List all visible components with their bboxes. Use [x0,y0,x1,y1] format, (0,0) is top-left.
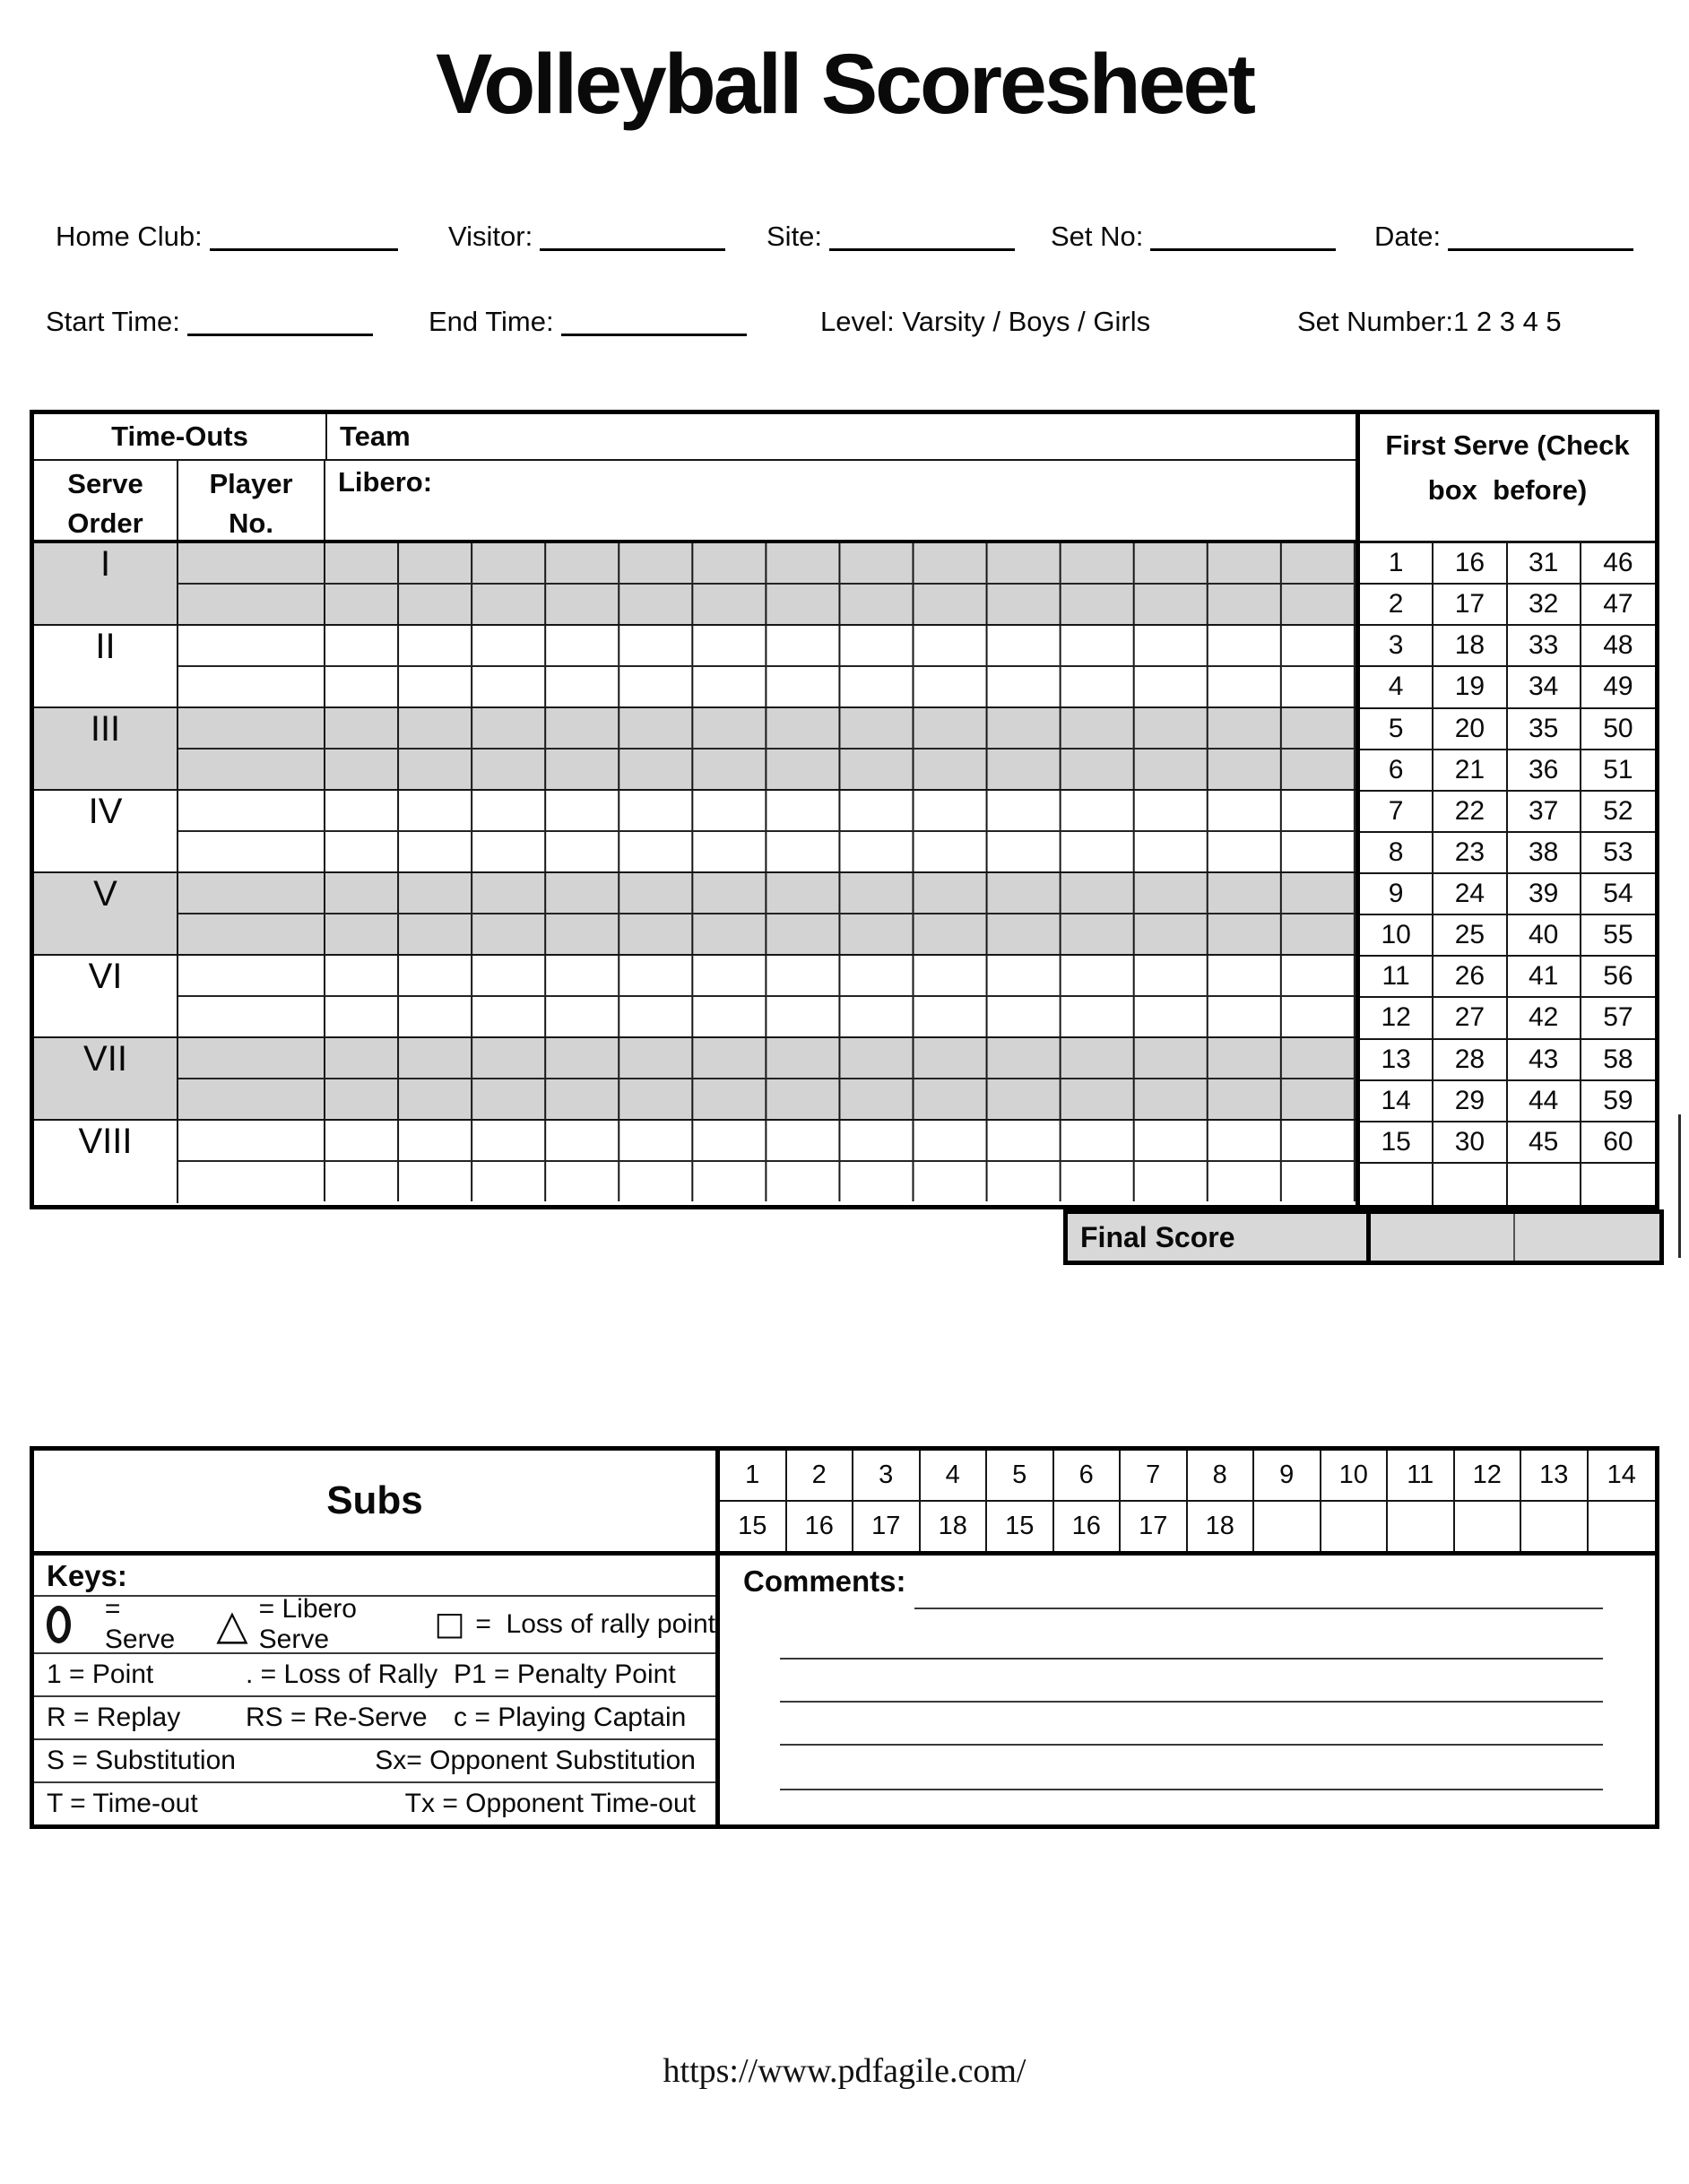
comments-box [720,1556,1655,1824]
set-no-label: Set No: [1051,221,1144,252]
subs-keys-block [30,1446,1659,1829]
first-serve-number-cell[interactable]: 53 [1581,833,1655,874]
serve-row-8 [34,1121,1356,1203]
score-cells[interactable] [325,708,1356,748]
site-label: Site: [767,221,823,252]
player-no-cell[interactable] [178,1079,325,1119]
keys-symbol-row [34,1594,715,1654]
first-serve-number-cell[interactable]: 4 [1360,667,1433,708]
key-substitution: S = Substitution [47,1746,236,1775]
player-no-cell[interactable] [178,750,325,789]
subs-number-cell[interactable]: 9 [1254,1451,1321,1500]
subs-number-cell[interactable]: 18 [1188,1502,1255,1551]
player-no-cell[interactable] [178,543,325,583]
first-serve-number-cell[interactable]: 32 [1508,585,1581,626]
subs-number-cell[interactable]: 16 [1054,1502,1122,1551]
first-serve-number-cell[interactable]: 56 [1581,957,1655,998]
serve-order-cell [34,1038,178,1119]
first-serve-grid [1360,543,1655,1205]
serve-order-header [34,461,178,540]
first-serve-number-cell[interactable]: 54 [1581,874,1655,915]
comments-line[interactable] [780,1789,1603,1790]
player-no-cell[interactable] [178,873,325,913]
key-loss-rally-point: = Loss of rally point [475,1609,715,1639]
field-visitor [448,221,725,253]
serve-order-numeral: I [100,544,111,584]
player-no-cell[interactable] [178,791,325,830]
subs-number-cell[interactable] [1321,1502,1389,1551]
key-playing-captain: c = Playing Captain [454,1703,687,1732]
first-serve-number-cell[interactable]: 39 [1508,874,1581,915]
score-cells[interactable] [325,585,1356,624]
comments-line[interactable] [780,1701,1603,1703]
first-serve-number-cell[interactable]: 40 [1508,915,1581,957]
libero-serve-triangle-icon: △ [216,1600,248,1649]
first-serve-number-cell[interactable]: 16 [1433,543,1507,585]
keys-comments-row [34,1556,1655,1824]
score-table-left [34,414,1356,1205]
player-no-cell[interactable] [178,667,325,706]
key-point: 1 = Point [47,1660,154,1689]
subs-number-cell[interactable]: 2 [787,1451,854,1500]
first-serve-number-cell[interactable]: 51 [1581,750,1655,792]
score-cells[interactable] [325,914,1356,954]
subs-number-cell[interactable]: 10 [1321,1451,1389,1500]
field-date [1374,221,1633,253]
first-serve-number-cell[interactable]: 34 [1508,667,1581,708]
serve-order-numeral: V [93,874,117,914]
score-cells[interactable] [325,873,1356,913]
first-serve-number-cell[interactable]: 17 [1433,585,1507,626]
first-serve-number-cell[interactable] [1508,1164,1581,1205]
comments-line[interactable] [914,1608,1603,1609]
field-site [767,221,1015,253]
subs-number-cell[interactable] [1388,1502,1455,1551]
first-serve-number-cell[interactable]: 42 [1508,998,1581,1039]
serve-order-numeral: VI [88,957,123,996]
subs-number-cell[interactable]: 14 [1607,1460,1636,1489]
first-serve-number-cell[interactable]: 5 [1360,709,1433,750]
key-penalty-point: P1 = Penalty Point [454,1660,676,1689]
final-score-cell-visitor[interactable] [1515,1214,1659,1261]
key-opponent-timeout: Tx = Opponent Time-out [404,1789,696,1818]
field-set-no [1051,221,1336,253]
score-cells[interactable] [325,791,1356,830]
start-time-label: Start Time: [46,306,180,337]
first-serve-number-cell[interactable]: 55 [1581,915,1655,957]
score-cells[interactable] [325,667,1356,706]
subs-number-cell[interactable]: 13 [1521,1451,1589,1500]
first-serve-number-cell[interactable]: 26 [1433,957,1507,998]
serve-row-3 [34,708,1356,791]
page-edge-artifact [1678,1114,1681,1258]
keys-timeout-row [34,1783,715,1824]
score-table [30,410,1659,1209]
subs-row-1 [720,1451,1655,1502]
key-replay: R = Replay [47,1703,181,1732]
first-serve-header-line2: box before) [1427,474,1588,506]
score-table-header-row-1 [34,414,1356,461]
subs-number-cell[interactable]: 18 [921,1502,988,1551]
first-serve-number-cell[interactable] [1360,1164,1433,1205]
home-club-label: Home Club: [56,221,203,252]
first-serve-number-cell[interactable] [1433,1164,1507,1205]
subs-number-cell[interactable]: 11 [1388,1451,1455,1500]
first-serve-number-cell[interactable]: 15 [1360,1122,1433,1164]
subs-number-cell[interactable] [1254,1502,1321,1551]
score-cells[interactable] [325,832,1356,871]
libero-label: Libero: [338,466,433,498]
subs-number-cell[interactable]: 4 [921,1451,988,1500]
first-serve-number-cell[interactable]: 22 [1433,792,1507,833]
first-serve-number-cell[interactable]: 57 [1581,998,1655,1039]
serve-row-1 [34,543,1356,626]
subs-number-cell[interactable]: 8 [1188,1451,1255,1500]
first-serve-number-cell[interactable]: 33 [1508,626,1581,667]
score-cells[interactable] [325,750,1356,789]
first-serve-number-cell[interactable]: 44 [1508,1081,1581,1122]
final-score-cell-home[interactable] [1371,1214,1515,1261]
site-blank[interactable] [829,221,1015,251]
first-serve-number-cell[interactable]: 25 [1433,915,1507,957]
key-re-serve: RS = Re-Serve [246,1703,428,1732]
player-no-header [178,461,325,540]
first-serve-number-cell[interactable]: 49 [1581,667,1655,708]
subs-number-cell[interactable]: 15 [987,1502,1054,1551]
first-serve-number-cell[interactable]: 19 [1433,667,1507,708]
score-cells[interactable] [325,1038,1356,1078]
comments-line[interactable] [780,1744,1603,1746]
first-serve-number-cell[interactable]: 18 [1433,626,1507,667]
keys-title: Keys: [34,1556,715,1597]
level-options[interactable]: Level: Varsity / Boys / Girls [820,306,1151,337]
subs-number-cell[interactable] [1455,1502,1522,1551]
final-score-label: Final Score [1068,1214,1371,1261]
start-time-blank[interactable] [187,306,373,336]
subs-header [34,1451,720,1551]
first-serve-number-cell[interactable]: 14 [1360,1081,1433,1122]
field-end-time [429,306,747,338]
visitor-blank[interactable] [540,221,725,251]
key-serve: = Serve [104,1594,176,1654]
comments-line[interactable] [780,1658,1603,1660]
serve-header-line2: Order [67,507,143,539]
score-cells[interactable] [325,1162,1356,1201]
player-header-line1: Player [209,468,293,499]
serve-row-5 [34,873,1356,956]
first-serve-number-cell[interactable]: 47 [1581,585,1655,626]
first-serve-number-cell[interactable]: 36 [1508,750,1581,792]
comments-label: Comments: [743,1564,906,1598]
serve-row-4 [34,791,1356,873]
serve-order-numeral: IV [88,792,123,831]
first-serve-number-cell[interactable]: 48 [1581,626,1655,667]
subs-number-cell[interactable] [1589,1502,1656,1551]
first-serve-number-cell[interactable]: 1 [1360,543,1433,585]
player-header-line2: No. [229,507,273,539]
serve-row-7 [34,1038,1356,1121]
key-timeout: T = Time-out [47,1789,198,1818]
serve-header-line1: Serve [67,468,143,499]
player-no-cell[interactable] [178,832,325,871]
first-serve-number-cell[interactable]: 37 [1508,792,1581,833]
serve-order-cell [34,708,178,789]
key-loss-of-rally: . = Loss of Rally [246,1660,438,1689]
score-cells[interactable] [325,626,1356,665]
serve-order-cell [34,626,178,706]
serve-order-numeral: III [90,709,121,749]
first-serve-number-cell[interactable]: 60 [1581,1122,1655,1164]
first-serve-number-cell[interactable]: 28 [1433,1040,1507,1081]
serve-order-cell [34,543,178,624]
score-cells[interactable] [325,543,1356,583]
serve-order-numeral: VII [83,1039,127,1079]
player-no-cell[interactable] [178,956,325,995]
subs-row-2 [720,1502,1655,1551]
score-cells[interactable] [325,1079,1356,1119]
key-libero-serve: = Libero Serve [258,1594,357,1654]
date-label: Date: [1374,221,1442,252]
first-serve-number-cell[interactable]: 27 [1433,998,1507,1039]
footer-url: https://www.pdfagile.com/ [663,2052,1026,2090]
first-serve-number-cell[interactable]: 12 [1360,998,1433,1039]
serve-order-cell [34,956,178,1036]
serve-order-numeral: VIII [78,1122,133,1161]
first-serve-number-cell[interactable]: 52 [1581,792,1655,833]
first-serve-number-cell[interactable]: 24 [1433,874,1507,915]
page-title: Volleyball Scoresheet [435,37,1254,132]
first-serve-number-cell[interactable]: 21 [1433,750,1507,792]
date-blank[interactable] [1448,221,1633,251]
visitor-label: Visitor: [448,221,533,252]
subs-number-cell[interactable]: 17 [853,1502,921,1551]
subs-number-cell[interactable]: 7 [1121,1451,1188,1500]
score-cells[interactable] [325,956,1356,995]
player-no-cell[interactable] [178,626,325,665]
player-no-cell[interactable] [178,708,325,748]
first-serve-number-cell[interactable] [1581,1164,1655,1205]
first-serve-number-cell[interactable]: 38 [1508,833,1581,874]
first-serve-number-cell[interactable]: 45 [1508,1122,1581,1164]
subs-number-cell[interactable]: 3 [853,1451,921,1500]
first-serve-number-cell[interactable]: 50 [1581,709,1655,750]
home-club-blank[interactable] [210,221,398,251]
first-serve-number-cell[interactable]: 58 [1581,1040,1655,1081]
subs-number-cell[interactable]: 15 [720,1502,787,1551]
subs-number-cell[interactable]: 17 [1121,1502,1188,1551]
serve-order-cell [34,1121,178,1203]
score-table-header-row-2 [34,461,1356,543]
set-number-options[interactable]: Set Number:1 2 3 4 5 [1297,306,1562,337]
serve-row-2 [34,626,1356,708]
timeouts-label: Time-Outs [111,420,248,452]
subs-number-grid [720,1451,1655,1551]
serve-row-6 [34,956,1356,1038]
keys-replay-row [34,1697,715,1740]
first-serve-number-cell[interactable]: 10 [1360,915,1433,957]
first-serve-number-cell[interactable]: 11 [1360,957,1433,998]
first-serve-number-cell[interactable]: 59 [1581,1081,1655,1122]
first-serve-number-cell[interactable]: 13 [1360,1040,1433,1081]
end-time-blank[interactable] [561,306,747,336]
first-serve-panel [1356,414,1655,1205]
end-time-label: End Time: [429,306,554,337]
libero-cell[interactable] [325,461,1356,540]
player-no-cell[interactable] [178,1121,325,1160]
score-cells[interactable] [325,997,1356,1036]
timeouts-header [34,414,327,459]
first-serve-number-cell[interactable]: 31 [1508,543,1581,585]
subs-number-cell[interactable]: 6 [1054,1451,1122,1500]
subs-number-cell[interactable]: 16 [787,1502,854,1551]
first-serve-number-cell[interactable]: 6 [1360,750,1433,792]
first-serve-number-cell[interactable]: 30 [1433,1122,1507,1164]
subs-number-cell[interactable]: 5 [987,1451,1054,1500]
field-start-time [46,306,373,338]
subs-number-cell[interactable] [1521,1502,1589,1551]
loss-of-rally-square-icon: □ [434,1606,465,1642]
first-serve-number-cell[interactable]: 2 [1360,585,1433,626]
subs-number-cell[interactable]: 1 [720,1451,787,1500]
serve-order-cell [34,873,178,954]
first-serve-number-cell[interactable]: 29 [1433,1081,1507,1122]
keys-box [34,1556,720,1824]
first-serve-number-cell[interactable]: 41 [1508,957,1581,998]
first-serve-number-cell[interactable]: 23 [1433,833,1507,874]
team-cell[interactable] [327,414,1356,459]
team-label: Team [340,420,411,452]
first-serve-header-line1: First Serve (Check [1385,429,1630,461]
player-no-cell[interactable] [178,997,325,1036]
set-no-blank[interactable] [1150,221,1336,251]
first-serve-number-cell[interactable]: 3 [1360,626,1433,667]
first-serve-number-cell[interactable]: 35 [1508,709,1581,750]
player-no-cell[interactable] [178,585,325,624]
first-serve-number-cell[interactable]: 7 [1360,792,1433,833]
serve-circle-icon [47,1606,71,1643]
first-serve-number-cell[interactable]: 46 [1581,543,1655,585]
subs-label: Subs [326,1478,423,1522]
final-score-row [1063,1209,1664,1265]
first-serve-number-cell[interactable]: 20 [1433,709,1507,750]
subs-section [34,1451,1655,1556]
score-cells[interactable] [325,1121,1356,1160]
first-serve-number-cell[interactable]: 43 [1508,1040,1581,1081]
player-no-cell[interactable] [178,1038,325,1078]
keys-point-row [34,1654,715,1697]
first-serve-number-cell[interactable]: 9 [1360,874,1433,915]
first-serve-header [1360,414,1655,543]
serve-order-numeral: II [95,627,116,666]
first-serve-number-cell[interactable]: 8 [1360,833,1433,874]
field-home-club [56,221,398,253]
key-opponent-substitution: Sx= Opponent Substitution [375,1746,696,1775]
subs-number-cell[interactable]: 12 [1455,1451,1522,1500]
keys-substitution-row [34,1740,715,1783]
player-no-cell[interactable] [178,914,325,954]
serve-order-cell [34,791,178,871]
player-no-cell[interactable] [178,1162,325,1201]
